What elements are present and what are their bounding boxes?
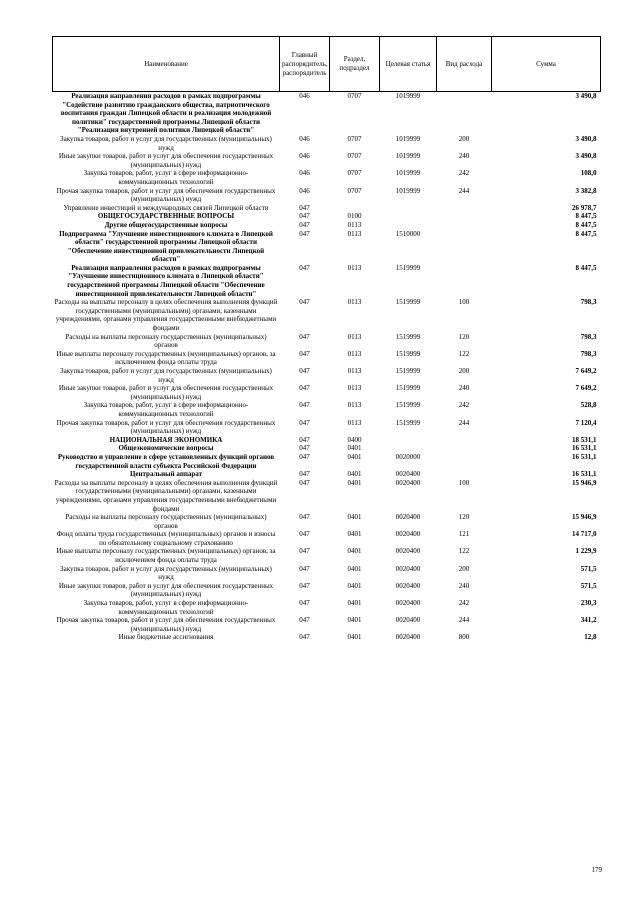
row-admin: 047 [299, 367, 310, 375]
row-admin: 047 [299, 564, 310, 573]
row-exp-type: 244 [458, 186, 470, 195]
table-row [53, 582, 601, 599]
table-row [53, 436, 601, 445]
row-sum: 7 120,4 [575, 418, 597, 427]
page-number: 179 [591, 866, 602, 874]
row-name: Расходы на выплаты персоналу государственных (муниципальных) органов [65, 332, 267, 350]
row-exp-type [437, 230, 492, 264]
row-section: 0401 [347, 581, 362, 590]
row-exp-type: 122 [458, 547, 470, 556]
row-target: 0020400 [395, 616, 421, 625]
row-target: 0020400 [395, 530, 421, 539]
row-name: Управление инвестиций и международных связей Липецкой области [63, 203, 269, 212]
row-section: 0401 [347, 470, 362, 479]
row-sum: 798,3 [580, 332, 597, 341]
row-target: 0020400 [395, 581, 421, 590]
row-target: 0020400 [395, 633, 421, 642]
row-exp-type: 200 [458, 367, 470, 375]
row-sum: 3 382,8 [575, 186, 597, 195]
row-name: Фонд оплаты труда государственных (муниципальных) органов и взносы по обязательному социальному страхованию [56, 530, 276, 547]
header-section: Раздел, подраздел [330, 37, 380, 92]
row-section: 0401 [347, 530, 362, 539]
row-section: 0401 [347, 616, 362, 625]
row-exp-type [437, 92, 492, 135]
row-exp-type: 240 [458, 581, 470, 590]
row-target: 1519999 [395, 401, 421, 410]
table-row [53, 187, 601, 204]
row-exp-type [437, 212, 492, 221]
row-section: 0113 [347, 349, 362, 358]
row-name: Иные выплаты персоналу государственных (муниципальных) органов, за исключением фонда оплаты труда [56, 349, 276, 367]
row-sum: 14 717,0 [572, 530, 597, 539]
row-exp-type: 200 [458, 134, 470, 143]
row-admin: 047 [299, 478, 310, 487]
row-sum: 3 490,8 [575, 152, 597, 161]
row-sum: 798,3 [580, 349, 597, 358]
row-sum: 3 490,8 [575, 92, 597, 100]
row-target: 1519999 [395, 263, 421, 272]
row-exp-type: 120 [458, 513, 470, 522]
row-target: 1019999 [395, 152, 421, 161]
row-name: Закупка товаров, работ, услуг в сфере информационно-коммуникационных технологий [83, 169, 249, 186]
row-admin: 047 [299, 203, 310, 212]
row-exp-type [437, 453, 492, 470]
row-target [380, 204, 437, 213]
row-name: Расходы на выплаты персоналу государственных (муниципальных) органов [65, 513, 267, 530]
row-name: ОБЩЕГОСУДАРСТВЕННЫЕ ВОПРОСЫ [97, 212, 235, 221]
row-sum: 7 649,2 [575, 367, 597, 375]
table-row [53, 633, 601, 642]
row-sum: 15 946,9 [572, 513, 597, 522]
row-sum: 8 447,5 [575, 212, 597, 221]
row-exp-type: 244 [458, 418, 470, 427]
row-section: 0401 [347, 513, 362, 522]
row-section: 0113 [347, 229, 362, 238]
row-section: 0100 [347, 212, 362, 221]
row-name: Иные закупки товаров, работ и услуг для обеспечения государственных (муниципальных) нужд [58, 384, 274, 401]
table-row [53, 384, 601, 401]
row-sum: 26 978,7 [572, 203, 597, 212]
row-exp-type: 240 [458, 152, 470, 161]
table-row [53, 92, 601, 135]
table-row [53, 565, 601, 582]
row-name: Закупка товаров, работ и услуг для государственных (муниципальных) нужд [60, 564, 272, 582]
row-sum: 8 447,5 [575, 220, 597, 229]
row-section: 0400 [347, 435, 362, 444]
row-exp-type: 122 [458, 349, 470, 358]
row-exp-type: 100 [458, 478, 470, 487]
row-admin: 047 [299, 220, 310, 229]
row-name: Реализация направления расходов в рамках подпрограммы "Содействие развитию гражданского общества, патриотического воспитания граждан Липецкой области и реализация молодежной политики" государственной программы Липецкой области "Реализация внутренней политики Липецкой области" [60, 92, 272, 135]
row-sum: 16 531,1 [572, 470, 597, 479]
row-admin: 046 [299, 134, 310, 143]
row-name: Прочая закупка товаров, работ и услуг для обеспечения государственных (муниципальных) нужд [56, 186, 276, 204]
table-row [53, 204, 601, 213]
table-row [53, 298, 601, 332]
table-row [53, 152, 601, 169]
row-section: 0113 [347, 401, 362, 410]
header-exp-type: Вид расхода [437, 37, 492, 92]
row-section: 0707 [347, 92, 362, 100]
table-row [53, 221, 601, 230]
row-name: Иные выплаты персоналу государственных (муниципальных) органов, за исключением фонда оплаты труда [56, 547, 276, 565]
row-sum: 15 946,9 [572, 478, 597, 487]
row-section: 0707 [347, 134, 362, 143]
row-name: Иные бюджетные ассигнования [118, 633, 214, 642]
table-row [53, 135, 601, 152]
row-target: 1519999 [395, 367, 421, 375]
row-exp-type: 242 [458, 169, 470, 178]
row-name: Реализация направления расходов в рамках подпрограммы "Улучшение инвестиционного климата в Липецкой области" государственной программы Липецкой области "Обеспечение инвестиционной привлекательности Липецкой области" [67, 263, 265, 298]
row-target: 0020400 [395, 547, 421, 556]
row-sum: 12,8 [584, 633, 597, 642]
table-row [53, 513, 601, 530]
header-admin: Главный распорядитель, распорядитель [280, 37, 330, 92]
table-row [53, 444, 601, 453]
row-exp-type: 800 [458, 633, 470, 642]
row-name: Прочая закупка товаров, работ и услуг для обеспечения государственных (муниципальных) нужд [56, 616, 276, 633]
row-target: 0020400 [395, 564, 421, 573]
row-name: Расходы на выплаты персоналу в целях обеспечения выполнения функций государственными (муниципальными) органами, казенными учреждениями, органами управления государственными внебюджетными фондами [54, 478, 278, 513]
row-section: 0113 [347, 263, 362, 272]
row-admin: 047 [299, 581, 310, 590]
row-admin: 047 [299, 229, 310, 238]
table-row [53, 401, 601, 418]
row-section: 0113 [347, 367, 362, 375]
header-target: Целевая статья [380, 37, 437, 92]
table-row [53, 453, 601, 470]
row-section: 0401 [347, 478, 362, 487]
row-name: Другие общегосударственные вопросы [104, 220, 228, 229]
row-target: 1519999 [395, 332, 421, 341]
table-row [53, 599, 601, 616]
row-target: 1519999 [395, 349, 421, 358]
row-target [380, 221, 437, 230]
row-sum: 18 531,1 [572, 435, 597, 444]
row-section: 0401 [347, 564, 362, 573]
row-admin: 047 [299, 530, 310, 539]
budget-table [52, 36, 601, 642]
row-exp-type: 242 [458, 401, 470, 410]
row-section: 0401 [347, 444, 362, 453]
row-section: 0401 [347, 547, 362, 556]
table-row [53, 479, 601, 513]
table-header [53, 37, 601, 92]
row-section: 0707 [347, 186, 362, 195]
row-sum: 798,3 [580, 298, 597, 307]
row-admin: 047 [299, 470, 310, 479]
table-row [53, 367, 601, 384]
table-row [53, 212, 601, 221]
row-target: 1019999 [395, 134, 421, 143]
row-section: 0113 [347, 220, 362, 229]
row-exp-type [437, 264, 492, 298]
row-target: 1019999 [395, 169, 421, 178]
row-exp-type [437, 444, 492, 453]
table-row [53, 230, 601, 264]
row-section [330, 204, 380, 213]
row-exp-type [437, 436, 492, 445]
row-sum: 16 531,1 [572, 452, 597, 461]
row-target: 0020000 [395, 452, 421, 461]
row-section: 0113 [347, 384, 362, 393]
table-row [53, 169, 601, 186]
table-row [53, 419, 601, 436]
row-target [380, 444, 437, 453]
row-name: Закупка товаров, работ, услуг в сфере информационно-коммуникационных технологий [83, 599, 249, 616]
row-admin: 047 [299, 332, 310, 341]
row-sum: 528,8 [580, 401, 597, 410]
row-exp-type: 242 [458, 599, 470, 608]
row-name: Подпрограмма "Улучшение инвестиционного климата в Липецкой области" государственной программы Липецкой области "Обеспечение инвестиционной привлекательности Липецкой области" [59, 229, 273, 264]
row-target: 1519999 [395, 298, 421, 307]
row-sum: 571,5 [580, 581, 597, 590]
row-sum: 16 531,1 [572, 444, 597, 453]
row-sum: 8 447,5 [575, 263, 597, 272]
row-exp-type: 121 [458, 530, 470, 539]
row-exp-type [437, 470, 492, 479]
table-row [53, 264, 601, 298]
row-name: Закупка товаров, работ и услуг для государственных (муниципальных) нужд [60, 134, 272, 152]
row-admin: 047 [299, 513, 310, 522]
row-section: 0113 [347, 418, 362, 427]
row-section: 0401 [347, 633, 362, 642]
row-target [380, 212, 437, 221]
row-admin: 046 [299, 152, 310, 161]
row-section: 0401 [347, 599, 362, 608]
row-admin: 047 [299, 547, 310, 556]
row-admin: 046 [299, 169, 310, 178]
row-target: 1019999 [395, 92, 421, 100]
row-exp-type: 100 [458, 298, 470, 307]
row-name: Прочая закупка товаров, работ и услуг для обеспечения государственных (муниципальных) нужд [56, 418, 276, 436]
budget-document [52, 36, 600, 642]
row-section: 0401 [347, 452, 362, 461]
row-sum: 341,2 [580, 616, 597, 625]
row-sum: 7 649,2 [575, 384, 597, 393]
header-row [53, 37, 601, 92]
row-admin: 047 [299, 418, 310, 427]
row-admin: 046 [299, 186, 310, 195]
row-admin: 047 [299, 435, 310, 444]
row-exp-type: 120 [458, 332, 470, 341]
row-sum: 1 229,9 [575, 547, 597, 556]
table-row [53, 350, 601, 367]
row-name: НАЦИОНАЛЬНАЯ ЭКОНОМИКА [109, 435, 223, 444]
row-section: 0113 [347, 332, 362, 341]
row-name: Расходы на выплаты персоналу в целях обеспечения выполнения функций государственными (муниципальными) органами, казенными учреждениями, органами управления государственными внебюджетными фондами [54, 298, 278, 333]
table-row [53, 333, 601, 350]
row-admin: 046 [299, 92, 310, 100]
row-section: 0707 [347, 169, 362, 178]
row-sum: 8 447,5 [575, 229, 597, 238]
row-admin: 047 [299, 401, 310, 410]
table-body [53, 92, 601, 643]
table-row [53, 530, 601, 547]
row-exp-type: 200 [458, 564, 470, 573]
row-target: 1519999 [395, 384, 421, 393]
row-exp-type [437, 204, 492, 213]
row-name: Закупка товаров, работ и услуг для государственных (муниципальных) нужд [60, 367, 272, 384]
row-admin: 047 [299, 298, 310, 307]
row-sum: 3 490,8 [575, 134, 597, 143]
row-target [380, 436, 437, 445]
row-target: 0020400 [395, 478, 421, 487]
row-exp-type: 244 [458, 616, 470, 625]
row-admin: 047 [299, 616, 310, 625]
row-section: 0113 [347, 298, 362, 307]
row-name: Закупка товаров, работ, услуг в сфере информационно-коммуникационных технологий [83, 401, 249, 418]
row-admin: 047 [299, 349, 310, 358]
row-sum: 230,3 [580, 599, 597, 608]
table-row [53, 616, 601, 633]
row-admin: 047 [299, 384, 310, 393]
table-row [53, 470, 601, 479]
row-section: 0707 [347, 152, 362, 161]
row-admin: 047 [299, 212, 310, 221]
row-name: Иные закупки товаров, работ и услуг для обеспечения государственных (муниципальных) нужд [58, 581, 274, 599]
row-name: Руководство и управление в сфере установленных функций органов государственной власти субъекта Российской Федерации [57, 452, 275, 470]
row-name: Иные закупки товаров, работ и услуг для обеспечения государственных (муниципальных) нужд [58, 152, 274, 169]
row-admin: 047 [299, 599, 310, 608]
row-exp-type: 240 [458, 384, 470, 393]
header-sum: Сумма [492, 37, 601, 92]
row-name: Центральный аппарат [129, 470, 203, 479]
row-target: 0020400 [395, 470, 421, 479]
row-admin: 047 [299, 452, 310, 461]
row-admin: 047 [299, 263, 310, 272]
row-target: 1019999 [395, 186, 421, 195]
row-target: 0020400 [395, 599, 421, 608]
table-row [53, 547, 601, 564]
row-sum: 571,5 [580, 564, 597, 573]
row-target: 1510000 [395, 229, 421, 238]
header-name: Наименование [53, 37, 280, 92]
row-target: 1519999 [395, 418, 421, 427]
row-sum: 108,0 [580, 169, 597, 178]
row-admin: 047 [299, 633, 310, 642]
row-target: 0020400 [395, 513, 421, 522]
row-admin: 047 [299, 444, 310, 453]
row-name: Общеэкономические вопросы [118, 444, 214, 453]
row-exp-type [437, 221, 492, 230]
